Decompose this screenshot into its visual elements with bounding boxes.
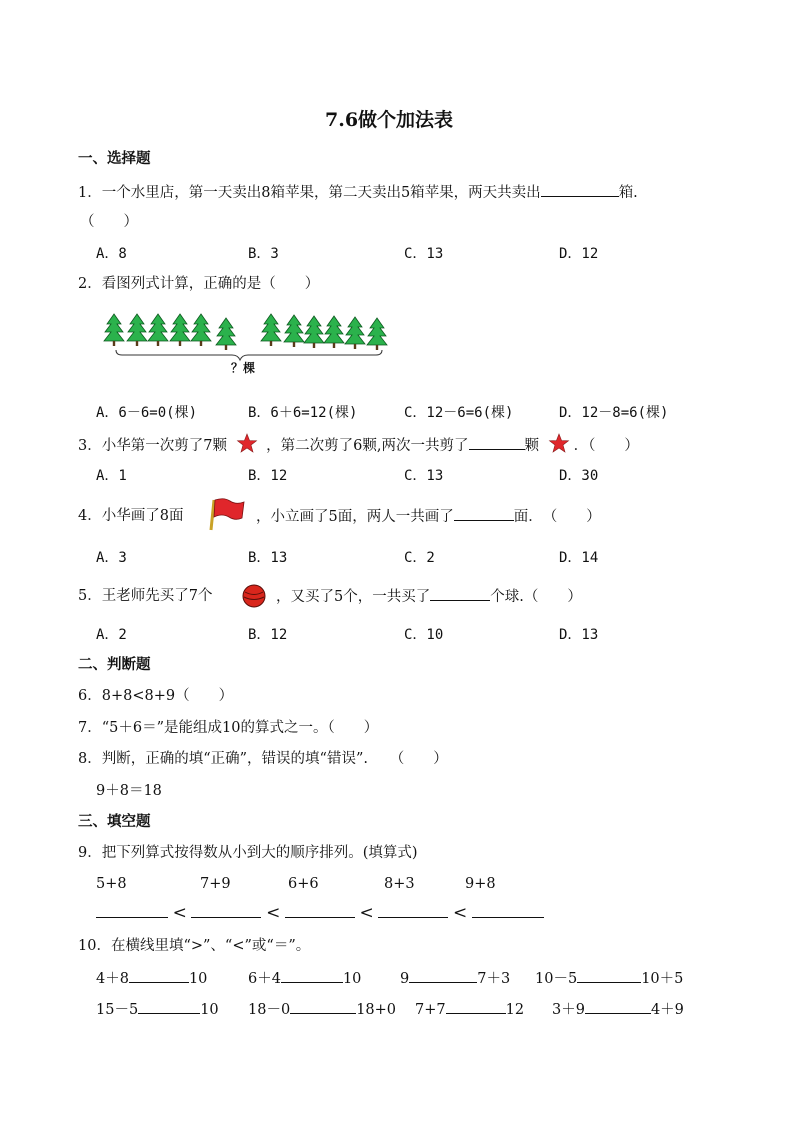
star-icon [236, 433, 258, 453]
compare-item [96, 999, 219, 1020]
question-4 [78, 506, 183, 526]
answer-blank[interactable] [577, 968, 641, 983]
option-d[interactable]: D．13 [559, 627, 599, 643]
section-heading-judge: 二、判断题 [78, 657, 151, 673]
option-c[interactable]: C．2 [404, 550, 435, 566]
compare-left: 18－0 [248, 1002, 291, 1018]
answer-blank[interactable] [430, 586, 490, 601]
answer-blank[interactable] [281, 968, 343, 983]
question-5-text: 5．王老师先买了7个 [78, 588, 213, 604]
answer-blank[interactable] [378, 903, 448, 918]
less-than-sign: < [453, 903, 468, 923]
question-10-text: 10．在横线里填“>”、“<”或“＝”。 [78, 938, 311, 954]
compare-item [535, 968, 683, 989]
tree-icon [216, 318, 236, 350]
expression-item: 8+3 [384, 876, 415, 892]
compare-left: 3＋9 [552, 1002, 585, 1018]
question-6-text: 6．8+8<8+9（ ） [78, 688, 234, 704]
question-3-text: 3．小华第一次剪了7颗 [78, 438, 227, 454]
answer-blank[interactable] [541, 182, 619, 197]
tree-icon [170, 314, 190, 346]
option-c[interactable]: C．12－6=6(棵) [404, 405, 514, 421]
answer-blank[interactable] [96, 903, 168, 918]
option-a[interactable]: A．8 [96, 246, 127, 262]
page-title: 7.6做个加法表 [325, 109, 454, 131]
answer-blank[interactable] [290, 999, 356, 1014]
question-8-expression: 9＋8＝18 [96, 783, 162, 799]
tree-icon [191, 314, 211, 346]
tree-icon [104, 314, 124, 346]
compare-item [400, 968, 510, 989]
question-4-unit: 面． （ ） [513, 509, 601, 525]
compare-right: 10 [188, 971, 208, 987]
option-a[interactable]: A．2 [96, 627, 127, 643]
option-a[interactable]: A．3 [96, 550, 127, 566]
compare-item [248, 999, 396, 1020]
question-7-text: 7．“5＋6＝”是能组成10的算式之一。（ ） [78, 720, 379, 736]
expression-item: 6+6 [288, 876, 319, 892]
tree-count-label: ？棵 [231, 361, 256, 375]
question-9-text: 9．把下列算式按得数从小到大的顺序排列。(填算式) [78, 845, 418, 861]
option-c[interactable]: C．13 [404, 246, 444, 262]
question-3-paren[interactable]: ．（ ） [573, 438, 639, 454]
tree-icon [304, 316, 324, 348]
answer-blank[interactable] [469, 435, 525, 450]
answer-blank[interactable] [454, 506, 514, 521]
less-than-sign: < [266, 903, 281, 923]
answer-blank[interactable] [446, 999, 506, 1014]
tree-icon [284, 315, 304, 347]
question-3-unit: 颗 [524, 438, 540, 454]
option-a[interactable]: A．1 [96, 468, 127, 484]
answer-blank[interactable] [191, 903, 261, 918]
compare-right: 4＋9 [650, 1002, 684, 1018]
tree-icon [148, 314, 168, 346]
compare-left: 9 [400, 971, 410, 987]
ordering-row [96, 903, 544, 924]
ball-icon [241, 584, 267, 608]
less-than-sign: < [172, 903, 187, 923]
compare-left: 7+7 [415, 1002, 446, 1018]
option-a[interactable]: A．6－6=0(棵) [96, 405, 198, 421]
answer-blank[interactable] [129, 968, 189, 983]
compare-item [415, 999, 524, 1020]
option-b[interactable]: B．12 [248, 627, 288, 643]
question-5-text-2: ，又买了5个，一共买了 [276, 589, 431, 605]
question-4-text-2: ，小立画了5面，两人一共画了 [256, 509, 454, 525]
section-heading-choice: 一、选择题 [78, 151, 151, 167]
option-b[interactable]: B．3 [248, 246, 279, 262]
option-d[interactable]: D．12 [559, 246, 599, 262]
option-c[interactable]: C．10 [404, 627, 444, 643]
question-2-text: 2．看图列式计算，正确的是（ ） [78, 276, 320, 292]
expression-item: 5+8 [96, 876, 127, 892]
tree-icon [345, 317, 365, 349]
question-5-unit: 个球.（ ） [490, 589, 582, 605]
tree-icon [127, 314, 147, 346]
question-5-rest [276, 586, 582, 607]
question-3 [78, 433, 639, 456]
answer-blank[interactable] [138, 999, 200, 1014]
option-d[interactable]: D．14 [559, 550, 599, 566]
tree-icon [261, 314, 281, 346]
tree-icon [324, 316, 344, 348]
question-1-text: 1．一个水里店，第一天卖出8箱苹果，第二天卖出5箱苹果，两天共卖出 [78, 185, 541, 201]
tree-icon [367, 318, 387, 350]
flag-icon [208, 496, 248, 532]
answer-blank[interactable] [285, 903, 355, 918]
section-heading-fill: 三、填空题 [78, 814, 151, 830]
expression-item: 9+8 [465, 876, 496, 892]
question-8-text: 8．判断，正确的填“正确”，错误的填“错误”. （ ） [78, 751, 448, 767]
question-1-unit: 箱. [618, 185, 638, 201]
option-b[interactable]: B．12 [248, 468, 288, 484]
compare-item [248, 968, 361, 989]
compare-right: 10 [200, 1002, 219, 1018]
question-1 [78, 182, 638, 203]
answer-blank[interactable] [409, 968, 477, 983]
expression-item: 7+9 [200, 876, 231, 892]
compare-left: 6＋4 [248, 971, 281, 987]
compare-left: 4＋8 [96, 971, 129, 987]
compare-right: 10＋5 [641, 971, 684, 987]
answer-blank[interactable] [472, 903, 544, 918]
option-d[interactable]: D．30 [559, 468, 599, 484]
question-4-text: 4．小华画了8面 [78, 508, 184, 524]
compare-right: 10 [342, 971, 362, 987]
option-b[interactable]: B．6＋6=12(棵) [248, 405, 358, 421]
star-icon [548, 433, 570, 453]
option-d[interactable]: D．12－8=6(棵) [559, 405, 669, 421]
compare-left: 15－5 [96, 1002, 139, 1018]
compare-item [552, 999, 684, 1020]
compare-right: 12 [505, 1002, 525, 1018]
less-than-sign: < [359, 903, 374, 923]
option-b[interactable]: B．13 [248, 550, 288, 566]
compare-left: 10－5 [535, 971, 578, 987]
compare-right: 18+0 [356, 1002, 397, 1018]
question-3-text-2: ，第二次剪了6颗,两次一共剪了 [266, 438, 469, 454]
option-c[interactable]: C．13 [404, 468, 444, 484]
compare-right: 7＋3 [477, 971, 511, 987]
answer-paren[interactable]: （ ） [80, 214, 138, 230]
compare-item [96, 968, 207, 989]
answer-blank[interactable] [585, 999, 651, 1014]
question-4-rest [256, 506, 601, 527]
